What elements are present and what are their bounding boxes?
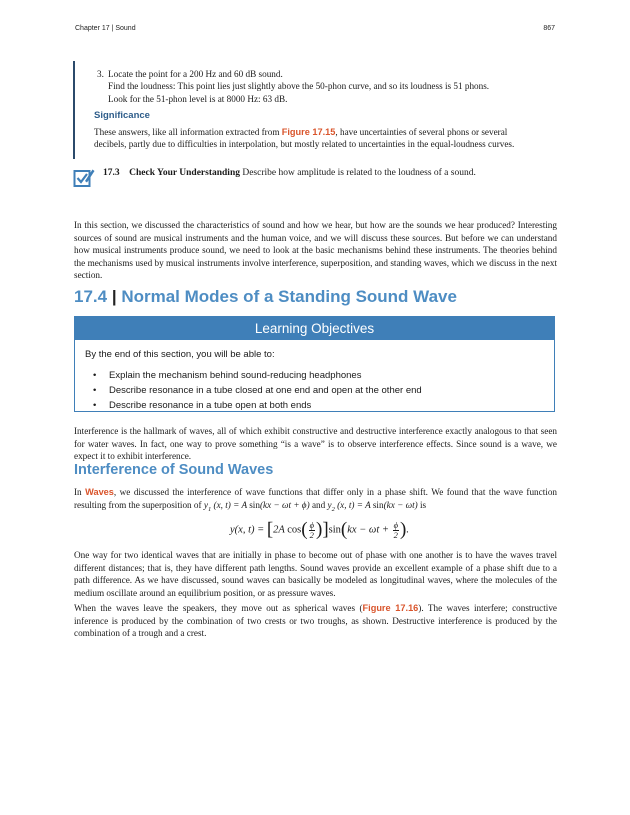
cyu-title: Check Your Understanding (129, 168, 240, 178)
equation-y2: $y_2$ (x, t) = A sin(kx − ωt) (327, 499, 418, 513)
identical-waves-paragraph: One way for two identical waves that are initially in phase to become out of phase with one another is to have the waves travel different distances; that is, they have different path lengths. Sound waves provide an excellent example of a phase shift due to a path difference. As we have discussed, sound waves can basically be modeled as longitudinal waves, where the molecules of the medium oscillate around an equilibrium position, or as pressure waves. (74, 550, 557, 598)
example-side-bar (73, 61, 75, 159)
learning-objectives-heading: Learning Objectives (75, 317, 554, 340)
significance-text: , have uncertainties of several phons or several decibels, partly due to difficulties in interpolation, but mostly related to uncertainties in the equal-loudness curves. (94, 127, 515, 150)
text: In (74, 487, 86, 497)
step-line: Look for the 51-phon level is at 8000 Hz: 63 dB. (108, 93, 288, 104)
cyu-text (103, 168, 476, 178)
step-line: Find the loudness: This point lies just slightly above the 50-phon curve, and so its loudness is 51 phons. (108, 81, 490, 92)
section-separator: | (111, 287, 117, 306)
text: and (309, 499, 328, 510)
cyu-question: Describe how amplitude is related to the loudness of a sound. (239, 168, 476, 178)
text: ). The waves interfere; constructive inference is produced by the combination of two crests or two troughs, as shown. Destructive interference is produced by the combination of a trough and a crest. (74, 603, 557, 638)
section-number: 17.4 (74, 287, 108, 306)
learning-objectives-intro: By the end of this section, you will be able to: (85, 349, 275, 360)
significance-text: These answers, like all information extracted from (94, 127, 282, 137)
intro-paragraph: In this section, we discussed the characteristics of sound and how we hear, but how are the sounds we hear produced? Interesting sources of sound are musical instruments and the human voice, and we will discuss these sources. But before we can understand how musical instruments produce sound, we need to look at the basic mechanisms behind these instruments. The theories behind the mechanisms used by musical instruments involve interference, superposition, and standing waves, which we discuss in the next section. (74, 220, 557, 280)
section-name: Normal Modes of a Standing Sound Wave (121, 287, 457, 306)
running-header-chapter: Chapter 17 | Sound (75, 25, 136, 32)
step-line: Locate the point for a 200 Hz and 60 dB sound. (108, 69, 283, 79)
page-number: 867 (543, 25, 555, 32)
list-item: • Describe resonance in a tube open at both ends (93, 398, 422, 413)
significance-heading: Significance (94, 110, 150, 121)
list-item: • Explain the mechanism behind sound-reducing headphones (93, 368, 422, 383)
figure-17-15-link[interactable]: Figure 17.15 (281, 127, 336, 137)
speakers-paragraph (74, 602, 557, 640)
checkbox-pencil-icon (73, 167, 95, 189)
waves-link[interactable]: Waves (85, 487, 114, 497)
check-your-understanding (73, 167, 563, 189)
learning-objectives-box (74, 316, 555, 412)
solution-step-3 (97, 68, 548, 105)
text: When the waves leave the speakers, they move out as spherical waves ( (74, 603, 363, 613)
step-number: 3. (97, 69, 104, 79)
hallmark-paragraph: Interference is the hallmark of waves, all of which exhibit constructive and destructive interference exactly analogous to that seen for water waves. In fact, one way to prove something “is a wave” is to observe interference effects. Since sound is a wave, we expect it to exhibit interference. (74, 426, 557, 461)
equation-y1: $y_1$ (x, t) = A sin(kx − ωt + ϕ) (203, 499, 310, 513)
learning-objectives-list (93, 368, 422, 413)
text: , we discussed the interference of wave functions that differ only in a phase shift. We found that the wave function resulting from the superposition of (74, 487, 558, 510)
section-title (74, 287, 457, 307)
text: is (417, 499, 427, 510)
waves-paragraph (74, 486, 557, 516)
significance-paragraph (94, 126, 540, 151)
figure-17-16-link[interactable]: Figure 17.16 (362, 603, 419, 613)
subsection-title: Interference of Sound Waves (74, 462, 274, 478)
superposition-equation: y(x, t) = [2A cos( $\frac{\phi}{2}$ )]sin(kx − ωt + $\frac{\phi}{2}$ ). (230, 519, 409, 540)
list-item: • Describe resonance in a tube closed at one end and open at the other end (93, 383, 422, 398)
cyu-number: 17.3 (103, 168, 120, 178)
